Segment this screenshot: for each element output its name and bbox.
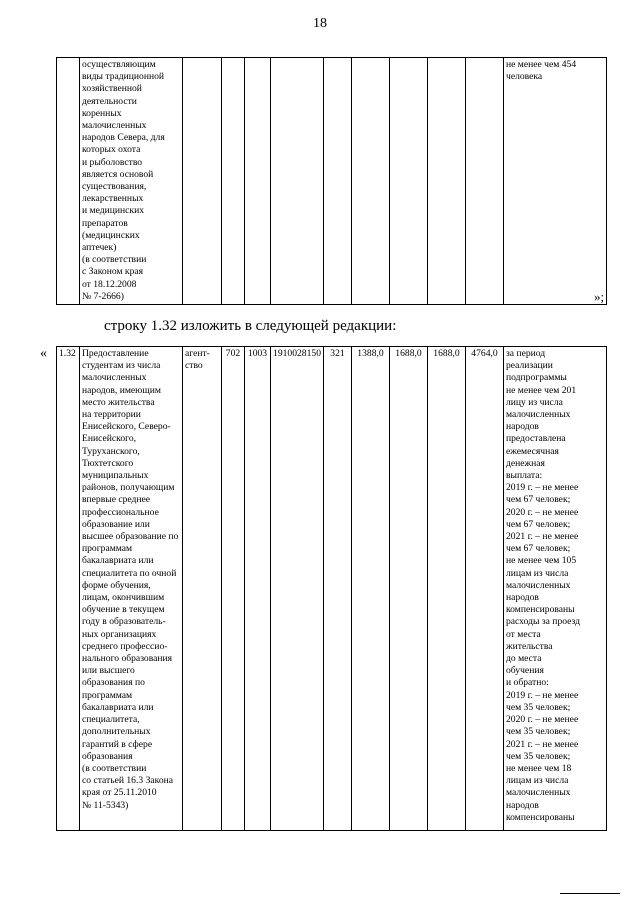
total-cell: 4764,0 — [466, 347, 504, 831]
expense-type-cell — [324, 58, 352, 305]
program-table-row-1-32 — [56, 346, 607, 831]
grbs-code-cell: 702 — [222, 347, 245, 831]
target-article-cell: 1910028150 — [271, 347, 324, 831]
measure-name-cell: Предоставление студентам из числа малочисленных народов, имеющим место жительства на территории Енисейского, Северо- Енисейского, Туруханского, Тюхтетского муниципальных районов, получающим впервые среднее профессиональное образование или высшее образование по программам бакалавриата или специалитета по очной форме обучения, лицам, окончившим обучение в текущем году в образователь- ных организациях среднего профессио- нального образования или высшего образования по программам бакалавриата или специалитета, дополнительных гарантий в сфере образования (в соответствии со статьей 16.3 Закона края от 25.11.2010 № 11-5343) — [80, 347, 183, 831]
expense-type-cell: 321 — [324, 347, 352, 831]
page-number: 18 — [313, 16, 327, 31]
row-number-cell: 1.32 — [57, 347, 80, 831]
year-2020-cell — [390, 58, 428, 305]
closing-quote: »; — [594, 289, 605, 304]
program-table-continued — [56, 57, 607, 305]
total-cell — [466, 58, 504, 305]
table-row — [57, 347, 607, 831]
year-2019-cell — [352, 58, 390, 305]
grbs-code-cell — [222, 58, 245, 305]
row-number-cell — [57, 58, 80, 305]
target-article-cell — [271, 58, 324, 305]
year-2021-cell: 1688,0 — [428, 347, 466, 831]
year-2019-cell: 1388,0 — [352, 347, 390, 831]
opening-quote: « — [40, 346, 47, 361]
year-2021-cell — [428, 58, 466, 305]
expected-result-cell: не менее чем 454 человека — [504, 58, 607, 305]
measure-name-cell: осуществляющим виды традиционной хозяйственной деятельности коренных малочисленных народов Севера, для которых охота и рыболовство является основой существования, лекарственных и медицинских препаратов (медицинских аптечек) (в соответствии с Законом края от 18.12.2008 № 7-2666) — [80, 58, 183, 305]
amendment-instruction: строку 1.32 изложить в следующей редакции: — [104, 318, 397, 334]
year-2020-cell: 1688,0 — [390, 347, 428, 831]
table-row — [57, 58, 607, 305]
executor-cell — [183, 58, 222, 305]
section-code-cell: 1003 — [245, 347, 271, 831]
expected-result-cell: за период реализации подпрограммы не менее чем 201 лицу из числа малочисленных народов предоставлена ежемесячная денежная выплата: 2019 г. – не менее чем 67 человек; 2020 г. – не менее чем 67 человек; 2021 г. – не менее чем 67 человек; не менее чем 105 лицам из числа малочисленных народов компенсированы расходы за проезд от места жительства до места обучения и обратно: 2019 г. – не менее чем 35 человек; 2020 г. – не менее чем 35 человек; 2021 г. – не менее чем 35 человек; не менее чем 18 лицам из числа малочисленных народов компенсированы — [504, 347, 607, 831]
section-code-cell — [245, 58, 271, 305]
executor-cell: агент- ство — [183, 347, 222, 831]
footer-divider — [560, 893, 620, 894]
